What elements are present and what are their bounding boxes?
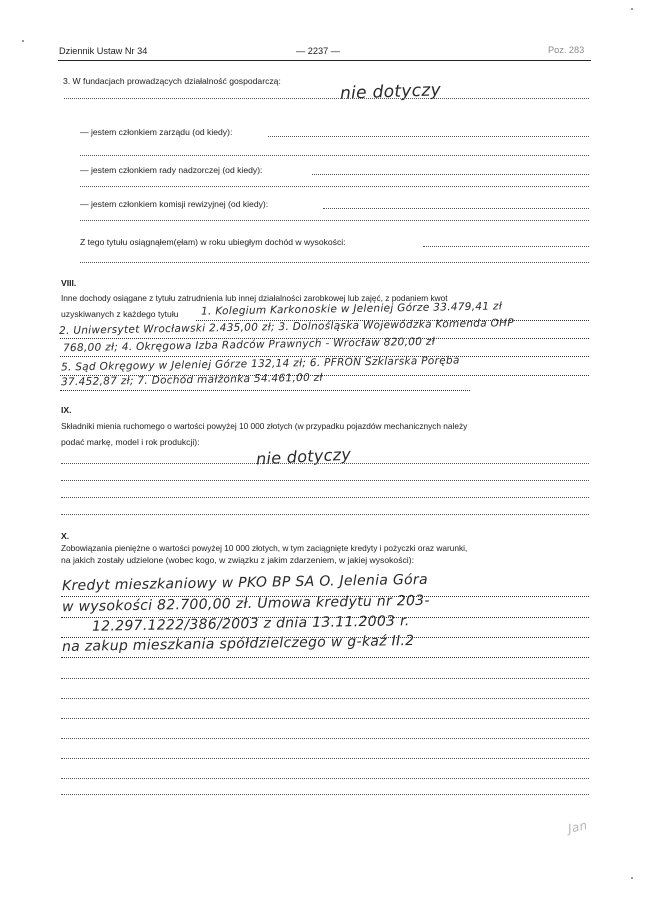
section9-text-line2: podać markę, model i rok produkcji):	[61, 437, 200, 447]
dotted-line	[61, 514, 589, 515]
dotted-line	[61, 678, 589, 679]
section10-text-line1: Zobowiązania pieniężne o wartości powyżej 10 000 złotych, w tym zaciągnięte kredyty i pożyczki oraz warunki,	[61, 543, 468, 553]
dotted-line	[80, 186, 589, 187]
dotted-line	[80, 155, 589, 156]
section8-hand-line4: 5. Sąd Okręgowy w Jeleniej Górze 132,14 zł; 6. PFRON Szklarska Poręba	[60, 354, 460, 374]
dotted-line	[80, 262, 589, 263]
audit-committee-label: — jestem członkiem komisji rewizyjnej (od kiedy):	[80, 199, 269, 209]
section3-answer: nie dotyczy	[339, 80, 442, 104]
dotted-line	[61, 463, 589, 464]
header-rule	[58, 60, 591, 61]
dotted-line	[61, 738, 589, 739]
supervisory-board-label: — jestem członkiem rady nadzorczej (od kiedy):	[80, 165, 263, 175]
dotted-line	[61, 778, 589, 779]
scan-speck	[631, 8, 633, 10]
section10-hand-line2: w wysokości 82.700,00 zł. Umowa kredytu nr 203-	[61, 592, 430, 616]
section9-text-line1: Składniki mienia ruchomego o wartości powyżej 10 000 złotych (w przypadku pojazdów mechanicznych należy	[61, 421, 468, 431]
section9-answer: nie dotyczy	[255, 444, 352, 469]
board-member-label: — jestem członkiem zarządu (od kiedy):	[80, 127, 233, 137]
dotted-line	[61, 698, 589, 699]
dotted-line	[61, 794, 589, 795]
section10-hand-line3: 12.297.1222/386/2003 z dnia 13.11.2003 r.	[91, 613, 410, 635]
income-label: Z tego tytułu osiągnąłem(ęłam) w roku ubiegłym dochód w wysokości:	[80, 237, 346, 247]
section8-text-line2: uzyskiwanych z każdego tytułu	[61, 309, 179, 319]
page-number: — 2237 —	[296, 46, 340, 56]
section8-hand-line3: 768,00 zł; 4. Okręgowa Izba Radców Prawnych - Wrocław 820,00 zł	[62, 335, 436, 355]
dotted-line	[61, 497, 589, 498]
journal-name: Dziennik Ustaw Nr 34	[59, 46, 148, 56]
section8-hand-line5: 37.452,87 zł; 7. Dochód małżonka 54.461,00 zł	[60, 371, 323, 389]
section8-numeral: VIII.	[61, 278, 77, 288]
section10-text-line2: na jakich zostały udzielone (wobec kogo, w związku z jakim zdarzeniem, w jakiej wysokości):	[61, 555, 414, 565]
section8-hand-line2: 2. Uniwersytet Wrocławski 2.435,00 zł; 3. Dolnośląska Wojewódzka Komenda OHP	[58, 317, 515, 337]
position-number: Poz. 283	[548, 45, 585, 55]
signature-mark: Jan	[566, 818, 589, 836]
dotted-line	[268, 136, 589, 137]
section9-numeral: IX.	[61, 405, 72, 415]
scan-speck	[22, 40, 24, 42]
section10-hand-line4: na zakup mieszkania spółdzielczego w g-kaź II.2	[61, 632, 415, 656]
dotted-line	[312, 174, 589, 175]
section8-hand-line1: 1. Kolegium Karkonoskie w Jeleniej Górze 33.479,41 zł	[200, 300, 503, 318]
section10-numeral: X.	[61, 531, 70, 541]
dotted-line	[61, 657, 589, 658]
dotted-line	[80, 220, 589, 221]
dotted-line	[61, 718, 589, 719]
scan-speck	[631, 877, 633, 879]
dotted-line	[61, 480, 589, 481]
dotted-line	[323, 208, 589, 209]
section10-hand-line1: Kredyt mieszkaniowy w PKO BP SA O. Jelenia Góra	[61, 571, 429, 595]
dotted-line	[61, 758, 589, 759]
dotted-line	[423, 246, 589, 247]
dotted-line	[60, 390, 470, 391]
section3-title: 3. W fundacjach prowadzących działalność gospodarczą:	[63, 76, 281, 86]
section8-text-line1: Inne dochody osiągane z tytułu zatrudnienia lub innej działalności zarobkowej lub zajęć, z podaniem kwot	[61, 293, 448, 303]
dotted-line	[64, 98, 589, 99]
